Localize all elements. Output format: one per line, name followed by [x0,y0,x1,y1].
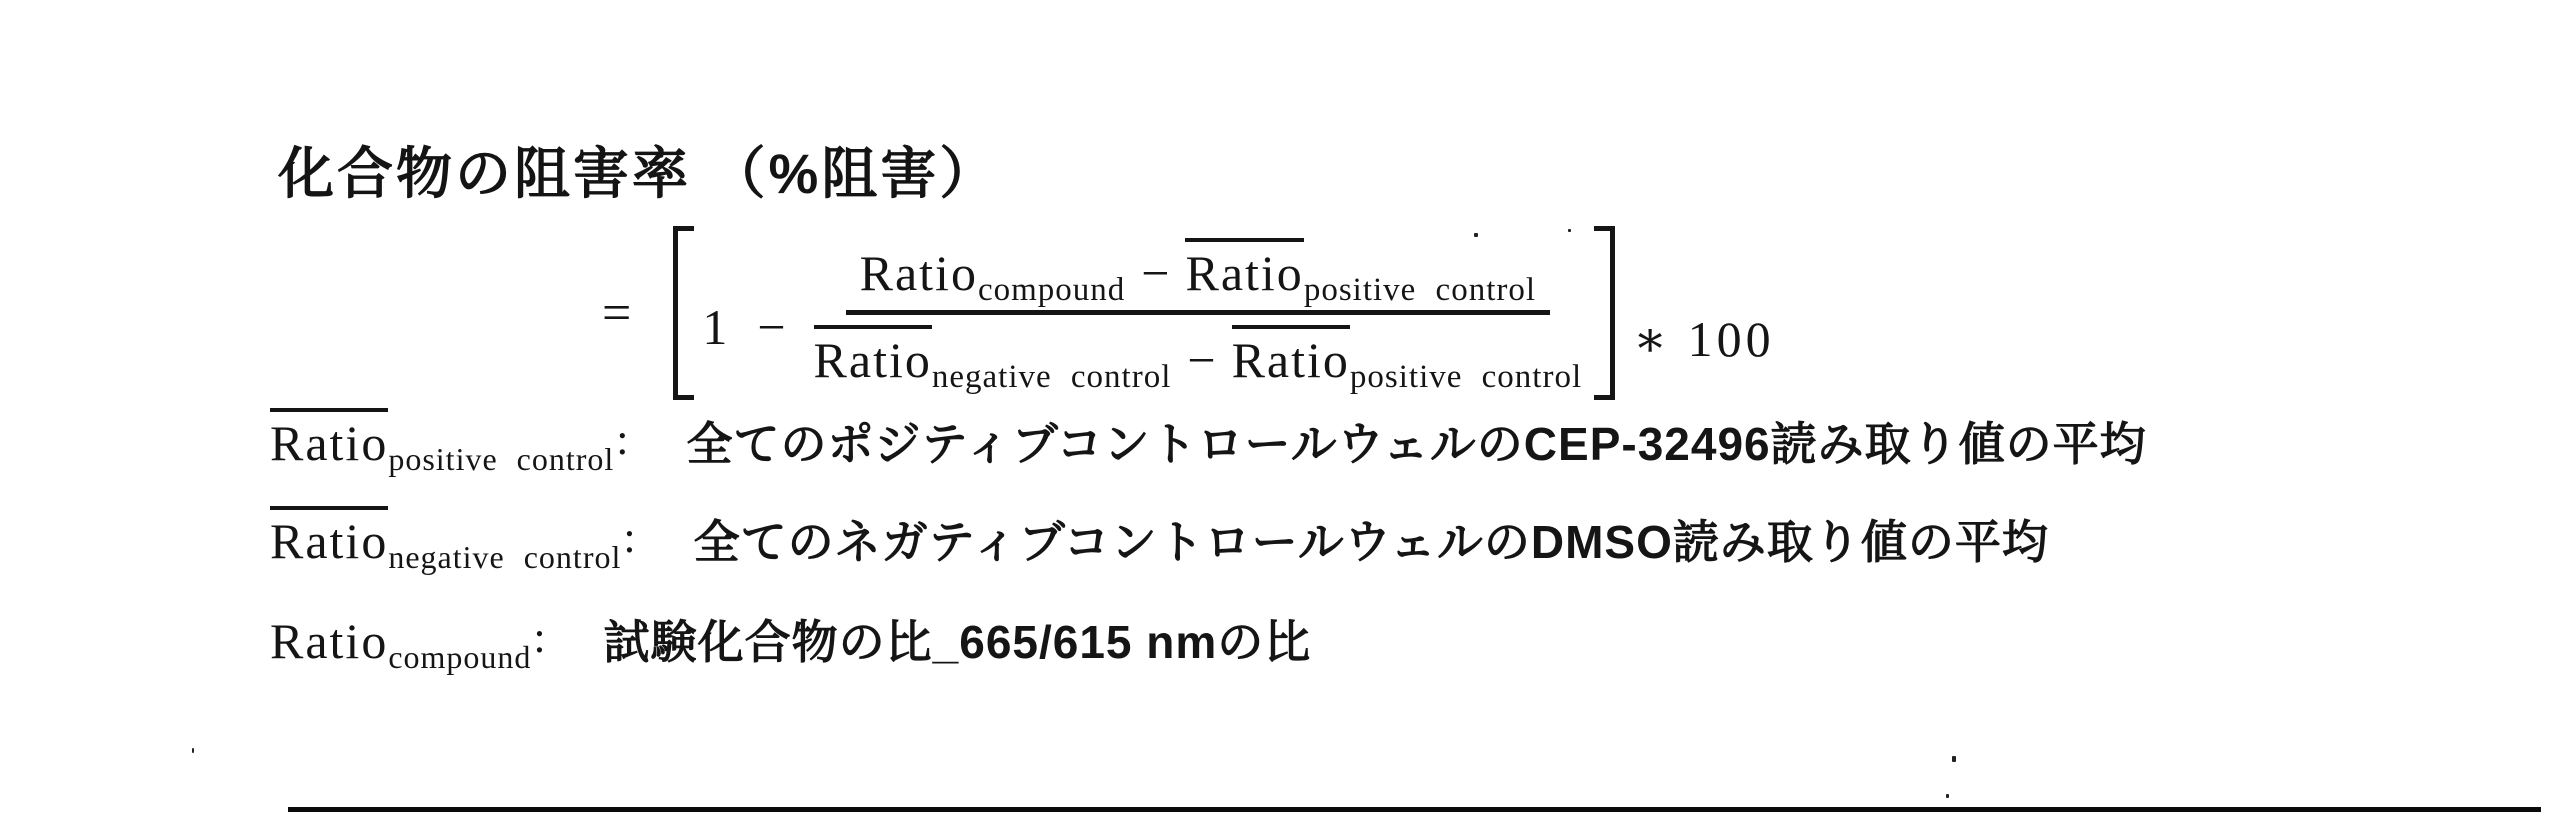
term-subscript: positive control [1349,359,1583,396]
term-subscript: compound [977,272,1126,309]
scan-noise-dot [1952,756,1956,762]
definition-ratio-negative-control [270,506,2049,576]
term-base: Ratio [859,244,978,301]
term-base: Ratio [270,613,389,669]
term-ratio-positive-control-mean [1185,238,1537,309]
term-ratio-positive-control-mean [270,408,615,478]
term-base-overlined: Ratio [1232,325,1350,389]
term-ratio-compound [859,244,1126,309]
term-subscript: positive control [1303,272,1537,309]
page-title: 化合物の阻害率 （%阻害） [278,142,999,205]
definition-ratio-positive-control [270,408,2147,478]
term-ratio-positive-control-mean [1231,325,1583,396]
scan-noise-dot [192,748,194,753]
term-ratio-compound [270,612,532,676]
term-ratio-negative-control-mean [813,325,1172,396]
term-base-overlined: Ratio [270,408,388,472]
minus-sign: − [1141,244,1170,301]
minus-sign: − [1187,331,1216,388]
inhibition-formula [602,222,1775,404]
scan-noise-dot [1474,233,1478,237]
definition-ratio-compound [270,606,1312,676]
scan-noise-dot [1568,229,1571,232]
left-square-bracket [673,226,694,400]
term-subscript: negative control [388,539,622,576]
colon-separator: : [616,415,629,464]
term-base-overlined: Ratio [1185,238,1303,302]
colon-separator: : [623,513,636,562]
scan-noise-dot [1946,794,1949,798]
colon-separator: : [533,613,546,662]
right-square-bracket [1594,226,1615,400]
term-ratio-negative-control-mean [270,506,622,576]
fraction-numerator [846,238,1550,315]
definition-description: 全てのポジティブコントロールウェルのCEP-32496読み取り値の平均 [686,418,2147,470]
fraction-denominator [808,315,1589,396]
definition-description: 全てのネガティブコントロールウェルのDMSO読み取り値の平均 [693,516,2049,568]
equals-sign: = [602,284,632,342]
scan-edge-line [288,807,2541,812]
term-base-overlined: Ratio [270,506,388,570]
minus-sign: − [757,299,786,355]
times-100-multiplier: ∗ 100 [1633,311,1775,367]
definition-description: 試験化合物の比_665/615 nmの比 [603,616,1312,668]
formula-constant-one: 1 [702,299,728,355]
formula-fraction [808,238,1589,396]
term-base-overlined: Ratio [814,325,932,389]
term-subscript: negative control [931,359,1172,396]
term-subscript: positive control [388,441,615,478]
term-subscript: compound [388,639,532,676]
